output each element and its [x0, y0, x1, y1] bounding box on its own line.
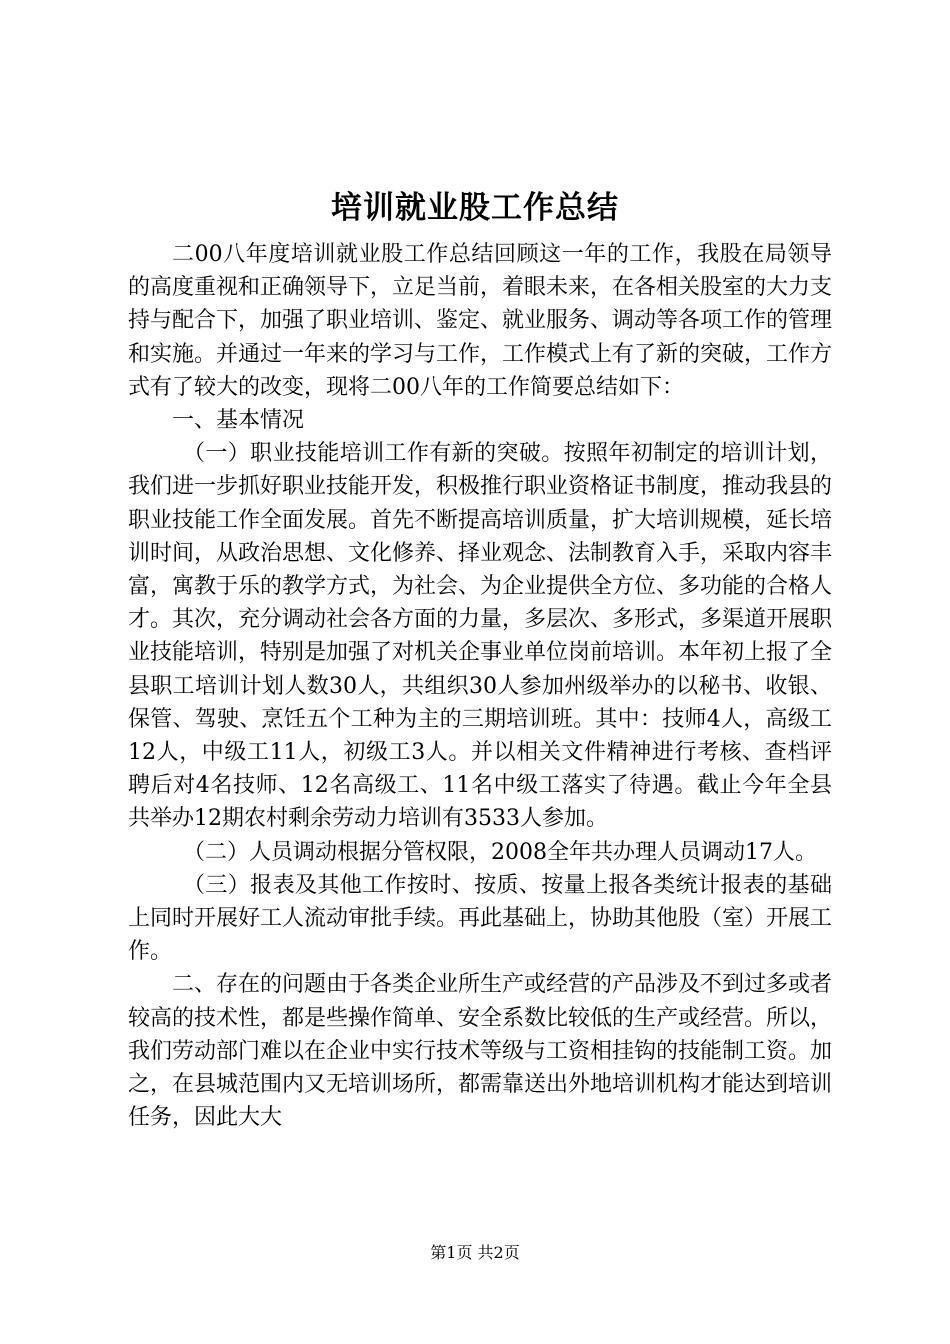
document-title: 培训就业股工作总结	[331, 190, 619, 226]
paragraph-training: （一）职业技能培训工作有新的突破。按照年初制定的培训计划，我们进一步抓好职业技能开发，积极推行职业资格证书制度，推动我县的职业技能工作全面发展。首先不断提高培训质量，扩大培训规模，延长培训时间，从政治思想、文化修养、择业观念、法制教育入手，采取内容丰富，寓教于乐的教学方式，为社会、为企业提供全方位、多功能的合格人才。其次，充分调动社会各方面的力量，多层次、多形式，多渠道开展职业技能培训，特别是加强了对机关企事业单位岗前培训。本年初上报了全县职工培训计划人数30人，共组织30人参加州级举办的以秘书、收银、保管、驾驶、烹饪五个工种为主的三期培训班。其中：技师4人，高级工12人，中级工11人，初级工3人。并以相关文件精神进行考核、查档评聘后对4名技师、12名高级工、11名中级工落实了待遇。截止今年全县共举办12期农村剩余劳动力培训有3533人参加。	[128, 441, 833, 832]
paragraph-transfer: （二）人员调动根据分管权限，2008全年共办理人员调动17人。	[183, 839, 817, 865]
page-number: 第1页 共2页	[430, 1243, 520, 1262]
paragraph-problems: 二、存在的问题由于各类企业所生产或经营的产品涉及不到过多或者较高的技术性，都是些操作简单、安全系数比较低的生产或经营。所以，我们劳动部门难以在企业中实行技术等级与工资相挂钩的技能制工资。加之，在县城范围内又无培训场所，都需靠送出外地培训机构才能达到培训任务，因此大大	[128, 972, 833, 1131]
document-body	[128, 238, 832, 1134]
paragraph-intro: 二00八年度培训就业股工作总结回顾这一年的工作，我股在局领导的高度重视和正确领导下，立足当前，着眼未来，在各相关股室的大力支持与配合下，加强了职业培训、鉴定、就业服务、调动等各项工作的管理和实施。并通过一年来的学习与工作，工作模式上有了新的突破，工作方式有了较大的改变，现将二00八年的工作简要总结如下：	[128, 242, 833, 400]
paragraph-heading-basic: 一、基本情况	[172, 408, 305, 434]
paragraph-reports: （三）报表及其他工作按时、按质、按量上报各类统计报表的基础上同时开展好工人流动审批手续。再此基础上，协助其他股（室）开展工作。	[128, 872, 833, 965]
